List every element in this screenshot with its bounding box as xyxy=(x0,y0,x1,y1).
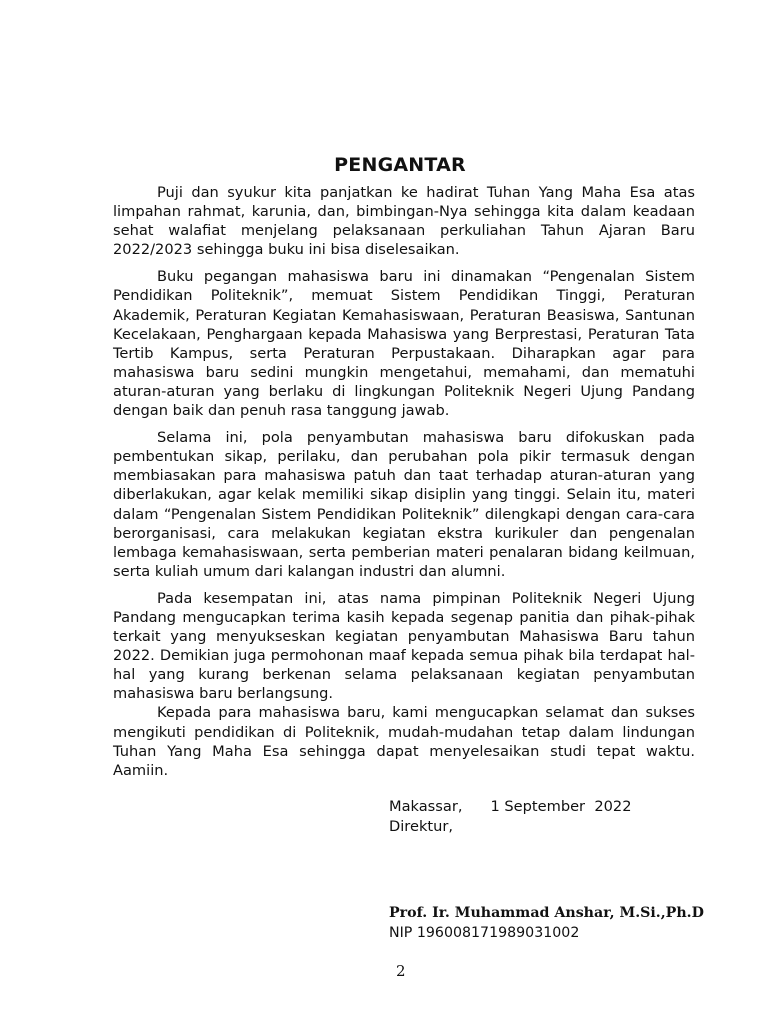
paragraph-4: Pada kesempatan ini, atas nama pimpinan Politeknik Negeri Ujung Pandang mengucapkan terima kasih kepada segenap panitia dan pihak-pihak terkait yang menyukseskan kegiatan penyambutan Mahasiswa Baru tahun 2022. Demikian juga permohonan maaf kepada semua pihak bila terdapat hal-hal yang kurang berkenan selama pelaksanaan kegiatan penyambutan mahasiswa baru berlangsung. xyxy=(113,589,695,703)
signature-block xyxy=(389,797,729,837)
paragraph-2: Buku pegangan mahasiswa baru ini dinamakan “Pengenalan Sistem Pendidikan Politeknik”, memuat Sistem Pendidikan Tinggi, Peraturan Akademik, Peraturan Kegiatan Kemahasiswaan, Peraturan Beasiswa, Santunan Kecelakaan, Penghargaan kepada Mahasiswa yang Berprestasi, Peraturan Tata Tertib Kampus, serta Peraturan Perpustakaan. Diharapkan agar para mahasiswa baru sedini mungkin mengetahui, memahami, dan mematuhi aturan-aturan yang berlaku di lingkungan Politeknik Negeri Ujung Pandang dengan baik dan penuh rasa tanggung jawab. xyxy=(113,268,695,420)
paragraph-5: Kepada para mahasiswa baru, kami mengucapkan selamat dan sukses mengikuti pendidikan di Politeknik, mudah-mudahan tetap dalam lindungan Tuhan Yang Maha Esa sehingga dapat menyelesaikan studi tepat waktu. Aamiin. xyxy=(113,704,695,779)
preface-body xyxy=(113,183,695,780)
page-number: 2 xyxy=(396,962,406,980)
page-title: PENGANTAR xyxy=(334,154,466,176)
signature-date: 1 September 2022 xyxy=(490,798,632,815)
director-name: Prof. Ir. Muhammad Anshar, M.Si.,Ph.D xyxy=(389,905,704,921)
signature-place: Makassar, xyxy=(389,798,463,815)
place-date-line xyxy=(389,797,729,817)
paragraph-3: Selama ini, pola penyambutan mahasiswa baru difokuskan pada pembentukan sikap, perilaku, dan perubahan pola pikir termasuk dengan membiasakan para mahasiswa patuh dan taat terhadap aturan-aturan yang diberlakukan, agar kelak memiliki sikap disiplin yang tinggi. Selain itu, materi dalam “Pengenalan Sistem Pendidikan Politeknik” dilengkapi dengan cara-cara berorganisasi, cara melakukan kegiatan ekstra kurikuler dan pengenalan lembaga kemahasiswaan, serta pemberian materi penalaran bidang keilmuan, serta kuliah umum dari kalangan industri dan alumni. xyxy=(113,429,695,580)
director-nip: NIP 196008171989031002 xyxy=(389,925,580,941)
signature-position: Direktur, xyxy=(389,818,454,835)
paragraph-1: Puji dan syukur kita panjatkan ke hadirat Tuhan Yang Maha Esa atas limpahan rahmat, karunia, dan, bimbingan-Nya sehingga kita dalam keadaan sehat walafiat menjelang pelaksanaan perkuliahan Tahun Ajaran Baru 2022/2023 sehingga buku ini bisa diselesaikan. xyxy=(113,184,695,259)
